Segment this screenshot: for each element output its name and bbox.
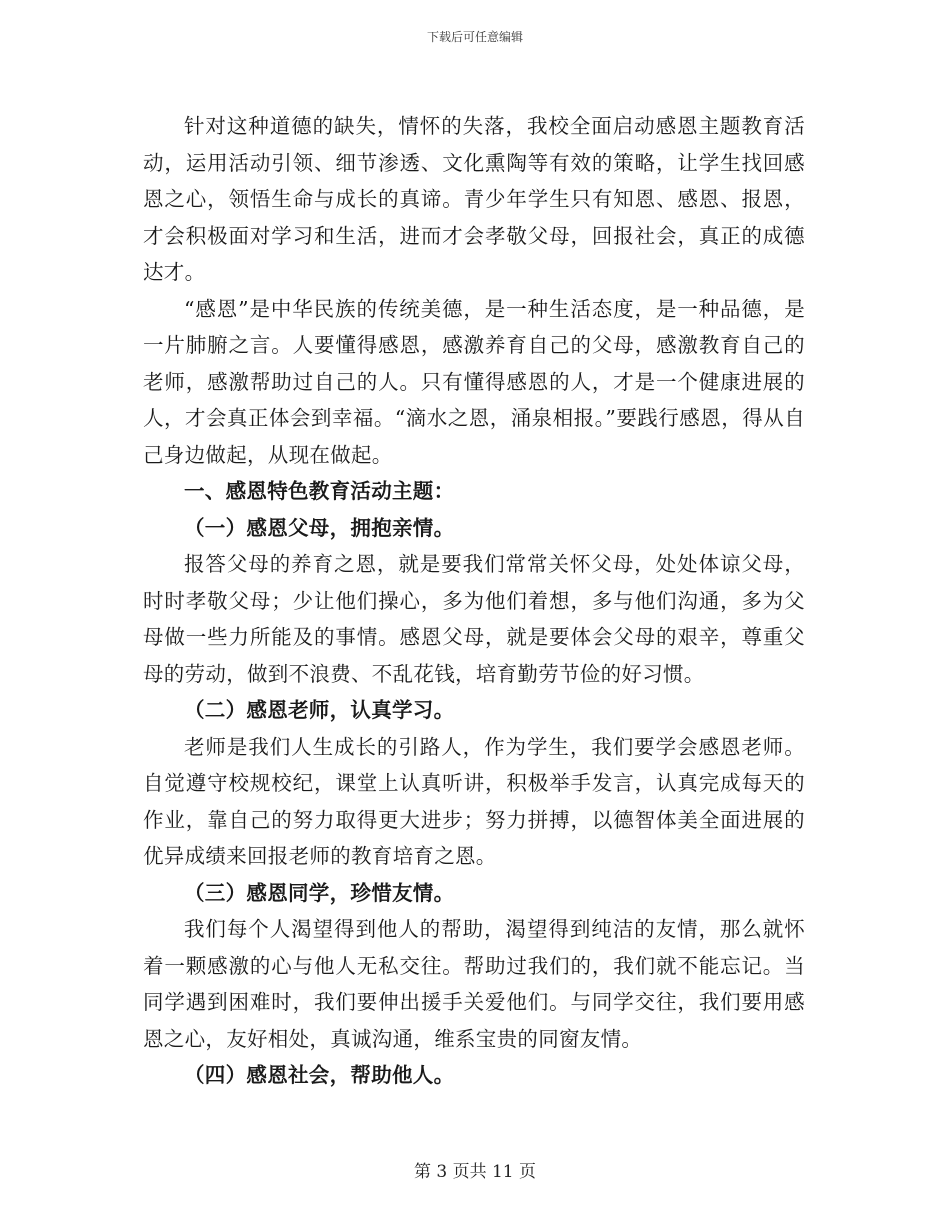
paragraph: 老师是我们人生成长的引路人，作为学生，我们要学会感恩老师。自觉遵守校规校纪，课堂上认真听讲，积极举手发言，认真完成每天的作业，靠自己的努力取得更大进步；努力拼搏，以德智体美全面进展的优异成绩来回报老师的教育培育之恩。 [143, 734, 805, 868]
subsection-heading: （四）感恩社会，帮助他人。 [184, 1063, 455, 1087]
subsection-heading: （一）感恩父母，拥抱亲情。 [184, 515, 455, 540]
section-heading: 一、感恩特色教育活动主题： [184, 479, 455, 503]
paragraph: 针对这种道德的缺失，情怀的失落，我校全面启动感恩主题教育活动，运用活动引领、细节渗透、文化熏陶等有效的策略，让学生找回感恩之心，领悟生命与成长的真谛。青少年学生只有知恩、感恩、报恩，才会积极面对学习和生活，进而才会孝敬父母，回报社会，真正的成德达才。 [143, 114, 805, 284]
subsection-heading: （二）感恩老师，认真学习。 [184, 698, 455, 722]
page-number: 第 3 页共 11 页 [413, 1162, 537, 1182]
subsection-heading: （三）感恩同学，珍惜友情。 [184, 880, 455, 905]
paragraph: “感恩”是中华民族的传统美德，是一种生活态度，是一种品德，是一片肺腑之言。人要懂得感恩，感激养育自己的父母，感激教育自己的老师，感激帮助过自己的人。只有懂得感恩的人，才是一个健康进展的人，才会真正体会到幸福。“滴水之恩，涌泉相报。”要践行感恩，得从自己身边做起，从现在做起。 [143, 296, 805, 467]
document-body [143, 108, 805, 1094]
page-header: 下载后可任意编辑 [426, 30, 523, 44]
paragraph: 报答父母的养育之恩，就是要我们常常关怀父母，处处体谅父母，时时孝敬父母；少让他们操心，多为他们着想，多与他们沟通，多为父母做一些力所能及的事情。感恩父母，就是要体会父母的艰辛，尊重父母的劳动，做到不浪费、不乱花钱，培育勤劳节俭的好习惯。 [143, 552, 805, 686]
paragraph: 我们每个人渴望得到他人的帮助，渴望得到纯洁的友情，那么就怀着一颗感激的心与他人无私交往。帮助过我们的，我们就不能忘记。当同学遇到困难时，我们要伸出援手关爱他们。与同学交往，我们要用感恩之心，友好相处，真诚沟通，维系宝贵的同窗友情。 [143, 917, 805, 1051]
